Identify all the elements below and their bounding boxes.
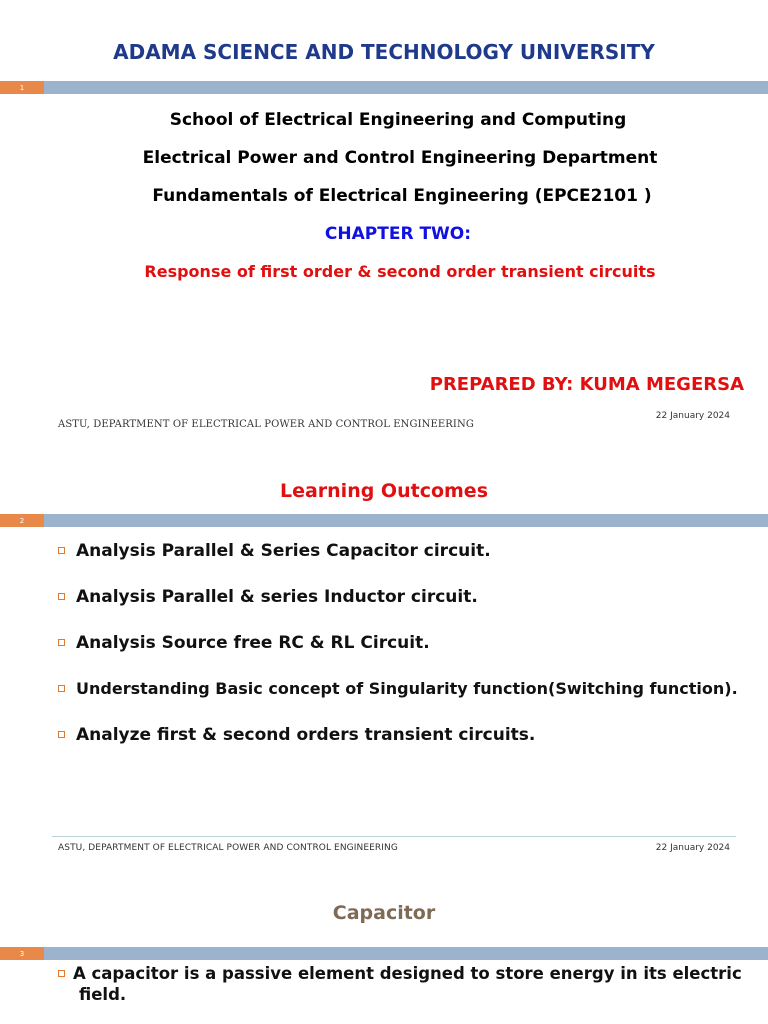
outcome-text: Understanding Basic concept of Singularity function(Switching function). xyxy=(76,679,738,698)
university-title: ADAMA SCIENCE AND TECHNOLOGY UNIVERSITY xyxy=(113,40,655,64)
slide-2-number: 2 xyxy=(0,514,44,527)
slide-2-header-bar xyxy=(0,514,768,527)
outcome-text: Analysis Source free RC & RL Circuit. xyxy=(76,633,430,653)
outcome-text: Analysis Parallel & Series Capacitor circuit. xyxy=(76,541,491,561)
square-bullet-icon xyxy=(58,970,65,977)
prepared-by: PREPARED BY: KUMA MEGERSA xyxy=(429,374,744,395)
outcome-item xyxy=(58,541,491,561)
slide-3-header-bar xyxy=(0,947,768,960)
capacitor-title: Capacitor xyxy=(332,902,436,924)
square-bullet-icon xyxy=(58,731,65,738)
slide-3-number: 3 xyxy=(0,947,44,960)
capacitor-definition-line-2: field. xyxy=(79,985,127,1004)
outcome-item xyxy=(58,587,478,607)
capacitor-definition-line-1: A capacitor is a passive element designed to store energy in its electric xyxy=(73,964,742,983)
chapter-label: CHAPTER TWO: xyxy=(324,224,472,244)
department-name: Electrical Power and Control Engineering Department xyxy=(142,148,658,168)
square-bullet-icon xyxy=(58,593,65,600)
outcome-item xyxy=(58,725,535,745)
slide-2-footer-divider xyxy=(52,836,736,837)
slide-1-footer-department: ASTU, DEPARTMENT OF ELECTRICAL POWER AND CONTROL ENGINEERING xyxy=(58,419,474,430)
outcome-item xyxy=(58,633,430,653)
chapter-title: Response of first order & second order transient circuits xyxy=(144,262,656,281)
outcome-text: Analysis Parallel & series Inductor circuit. xyxy=(76,587,478,607)
slide-1-footer-date: 22 January 2024 xyxy=(655,411,730,421)
square-bullet-icon xyxy=(58,639,65,646)
slide-1-number: 1 xyxy=(0,81,44,94)
capacitor-definition xyxy=(58,964,748,1004)
school-name: School of Electrical Engineering and Computing xyxy=(169,110,627,130)
outcome-item xyxy=(58,679,738,698)
slide-2-footer-department: ASTU, DEPARTMENT OF ELECTRICAL POWER AND CONTROL ENGINEERING xyxy=(58,843,398,853)
slide-1-header-bar xyxy=(0,81,768,94)
square-bullet-icon xyxy=(58,547,65,554)
learning-outcomes-title: Learning Outcomes xyxy=(279,480,489,502)
course-title: Fundamentals of Electrical Engineering (EPCE2101 ) xyxy=(152,186,652,206)
square-bullet-icon xyxy=(58,685,65,692)
outcome-text: Analyze first & second orders transient circuits. xyxy=(76,725,536,745)
slide-2-footer-date: 22 January 2024 xyxy=(655,843,730,853)
